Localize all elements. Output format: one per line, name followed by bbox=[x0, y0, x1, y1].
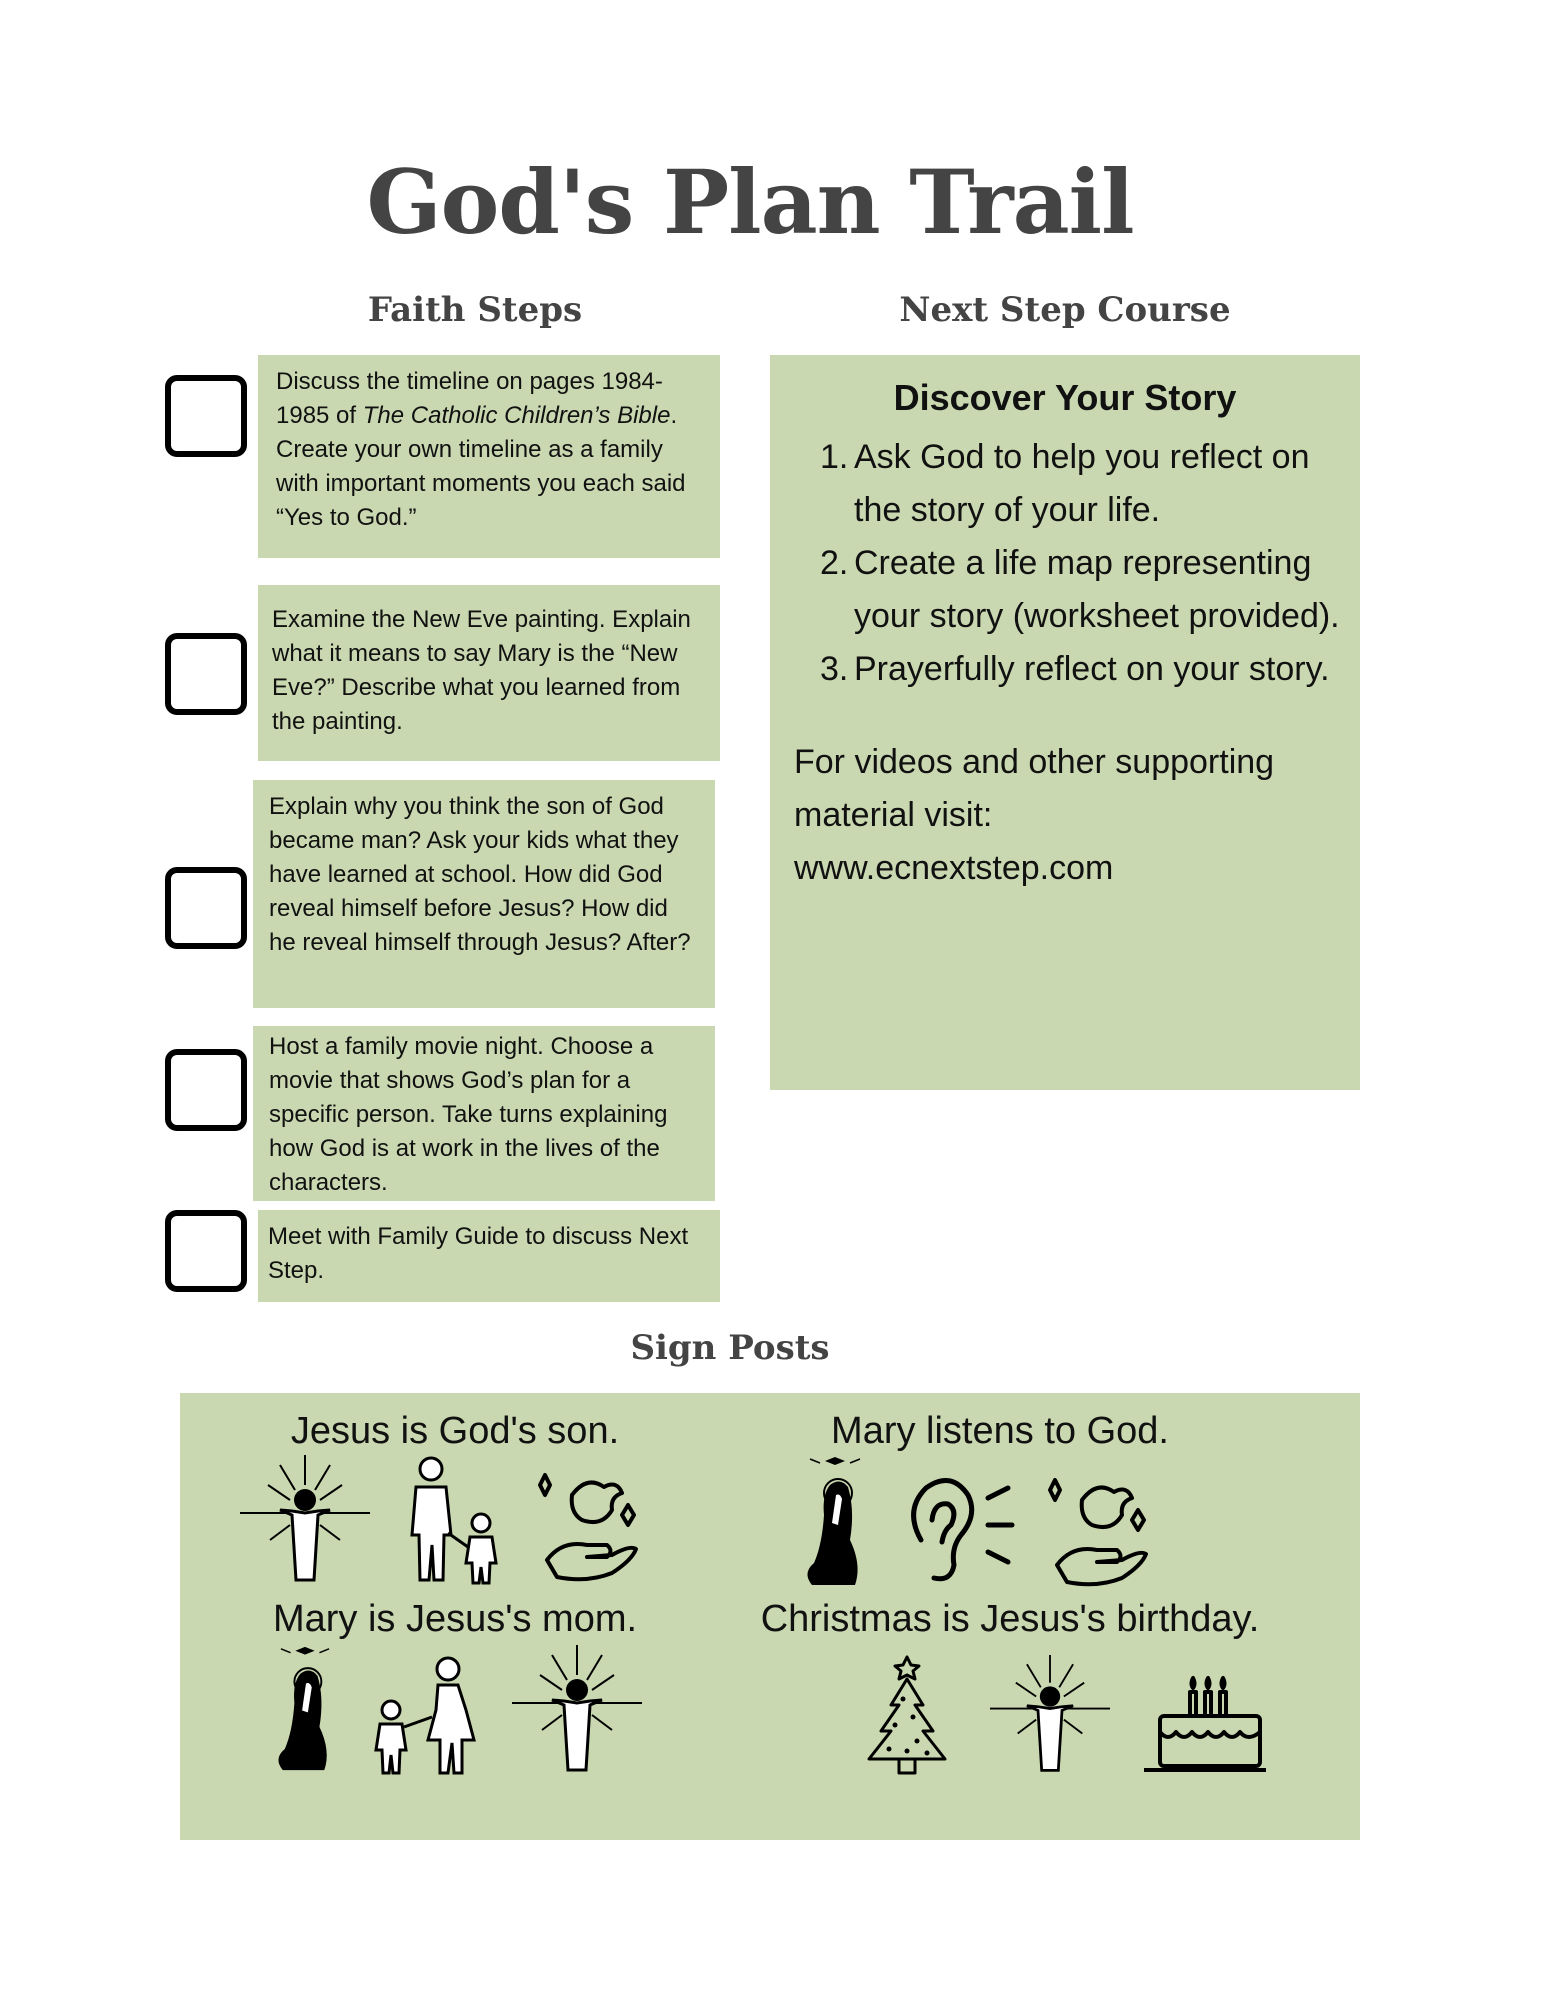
step-2-text: Examine the New Eve painting. Explain what it means to say Mary is the “New Eve?” Describe what you learned from the painting. bbox=[272, 606, 691, 735]
course-steps-list bbox=[770, 431, 1360, 696]
course-footer-text: For videos and other supporting material visit: bbox=[794, 743, 1275, 834]
hand-dove-icon bbox=[532, 1465, 642, 1585]
step-1-text: Discuss the timeline on pages 1984-1985 of The Catholic Children’s Bible. Create your own timeline as a family with important moments you each said “Yes to God.” bbox=[276, 368, 686, 531]
course-step-3: 3. Prayerfully reflect on your story. bbox=[820, 650, 1330, 688]
step-4-checkbox[interactable] bbox=[165, 1049, 247, 1131]
sign-post-icons-2 bbox=[800, 1455, 1152, 1590]
step-4-text: Host a family movie night. Choose a movie that shows God’s plan for a specific person. Take turns explaining how God is at work in the lives of the characters. bbox=[269, 1033, 668, 1196]
course-title: Discover Your Story bbox=[893, 377, 1237, 418]
sign-post-caption-1: Jesus is God's son. bbox=[290, 1410, 620, 1452]
sign-post-icons-3 bbox=[270, 1645, 642, 1775]
jesus-radiant-icon bbox=[990, 1650, 1110, 1780]
sign-post-icons-1 bbox=[240, 1455, 642, 1585]
step-5-text: Meet with Family Guide to discuss Next Step. bbox=[268, 1223, 689, 1284]
page-title: God's Plan Trail bbox=[366, 150, 1134, 254]
next-step-panel bbox=[770, 355, 1360, 1090]
next-step-heading: Next Step Course bbox=[899, 290, 1231, 330]
step-3-checkbox[interactable] bbox=[165, 867, 247, 949]
jesus-radiant-icon bbox=[512, 1645, 642, 1775]
mother-child-icon bbox=[366, 1655, 486, 1775]
step-1-card bbox=[258, 355, 720, 558]
hand-dove-icon bbox=[1042, 1470, 1152, 1590]
parent-child-icon bbox=[396, 1455, 506, 1585]
birthday-cake-icon bbox=[1140, 1670, 1270, 1780]
jesus-radiant-icon bbox=[240, 1455, 370, 1585]
mary-praying-icon bbox=[800, 1455, 870, 1590]
course-footer bbox=[770, 736, 1360, 895]
step-5-checkbox[interactable] bbox=[165, 1210, 247, 1292]
ear-listening-icon bbox=[896, 1470, 1016, 1590]
sign-post-icons-4 bbox=[855, 1650, 1270, 1780]
sign-posts-heading: Sign Posts bbox=[630, 1328, 830, 1368]
step-2-card bbox=[258, 585, 720, 761]
course-url-link[interactable]: www.ecnextstep.com bbox=[794, 849, 1114, 887]
faith-steps-heading: Faith Steps bbox=[367, 290, 583, 330]
course-step-1: 1. Ask God to help you reflect on the story of your life. bbox=[820, 438, 1310, 529]
mary-praying-icon bbox=[270, 1645, 340, 1775]
step-3-card bbox=[253, 780, 715, 1008]
sign-post-caption-3: Mary is Jesus's mom. bbox=[272, 1598, 638, 1640]
step-2-checkbox[interactable] bbox=[165, 633, 247, 715]
step-5-card bbox=[258, 1210, 720, 1302]
step-1-checkbox[interactable] bbox=[165, 375, 247, 457]
course-step-2: 2. Create a life map representing your story (worksheet provided). bbox=[820, 544, 1340, 635]
step-4-card bbox=[253, 1026, 715, 1201]
sign-post-caption-2: Mary listens to God. bbox=[831, 1410, 1169, 1452]
sign-post-caption-4: Christmas is Jesus's birthday. bbox=[760, 1598, 1260, 1640]
step-3-text: Explain why you think the son of God became man? Ask your kids what they have learned at school. How did God reveal himself before Jesus? How did he reveal himself through Jesus? After? bbox=[269, 793, 691, 956]
christmas-tree-icon bbox=[855, 1655, 960, 1780]
